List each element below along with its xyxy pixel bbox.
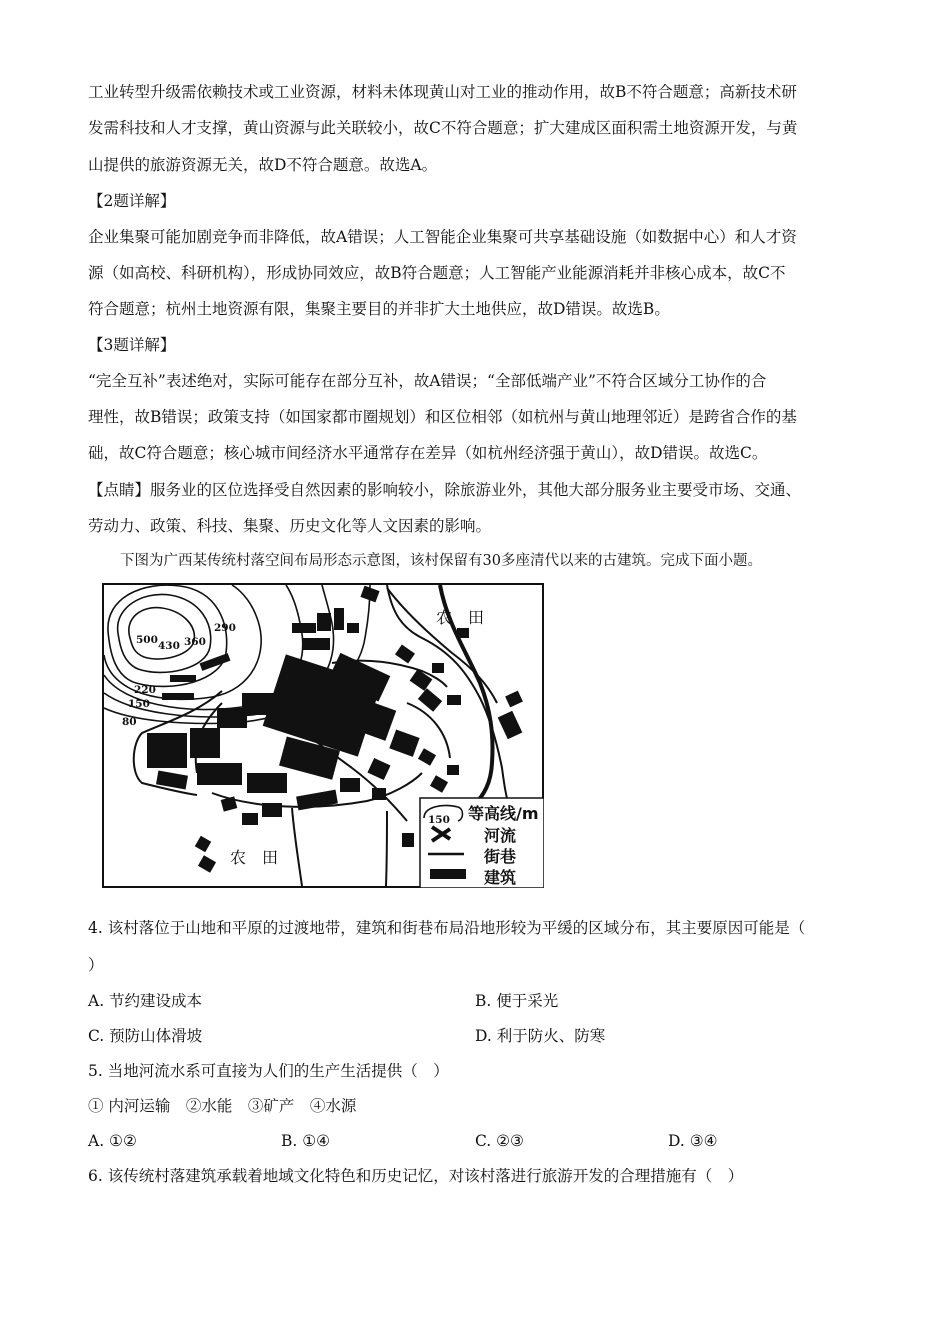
contour-label-290: 290 bbox=[214, 622, 236, 634]
q4-stem-end: ） bbox=[88, 956, 104, 974]
legend-building-label: 建筑 bbox=[484, 868, 517, 887]
q2-line: 企业集聚可能加剧竞争而非降低，故A错误；人工智能企业集聚可共享基础设施（如数据中心）和人才资 bbox=[88, 228, 797, 246]
q5-option-a: A. ①② bbox=[88, 1132, 137, 1150]
q4-option-d: D. 利于防火、防寒 bbox=[475, 1027, 606, 1045]
question-intro: 下图为广西某传统村落空间布局形态示意图，该村保留有30多座清代以来的古建筑。完成下面小题。 bbox=[120, 553, 762, 569]
legend-contour-label: 等高线/m bbox=[468, 804, 539, 823]
q4-option-a: A. 节约建设成本 bbox=[88, 992, 203, 1010]
q3-line: 础，故C符合题意；核心城市间经济水平通常存在差异（如杭州经济强于黄山），故D错误。故选C。 bbox=[88, 444, 768, 462]
farmland-label-top: 农 田 bbox=[436, 608, 485, 627]
q2-line: 符合题意；杭州土地资源有限，集聚主要目的并非扩大土地供应，故D错误。故选B。 bbox=[88, 300, 670, 318]
q5-option-b: B. ①④ bbox=[281, 1132, 331, 1150]
q2-line: 源（如高校、科研机构），形成协同效应，故B符合题意；人工智能产业能源消耗并非核心成本，故C不 bbox=[88, 264, 786, 282]
legend-street-label: 街巷 bbox=[484, 847, 517, 866]
q5-items: ① 内河运输 ②水能 ③矿产 ④水源 bbox=[88, 1097, 357, 1115]
contour-label-360: 360 bbox=[184, 636, 206, 648]
map-svg bbox=[102, 583, 544, 888]
q4-option-b: B. 便于采光 bbox=[475, 992, 559, 1010]
q3-line: “完全互补”表述绝对，实际可能存在部分互补，故A错误；“全部低端产业”不符合区域分工协作的合 bbox=[88, 372, 767, 390]
q3-heading: 【3题详解】 bbox=[88, 336, 176, 354]
tip-line: 【点睛】服务业的区位选择受自然因素的影响较小，除旅游业外，其他大部分服务业主要受市场、交通、 bbox=[88, 481, 802, 499]
q5-option-d: D. ③④ bbox=[668, 1132, 718, 1150]
legend-river-label: 河流 bbox=[484, 826, 517, 845]
analysis-line: 发需科技和人才支撑，黄山资源与此关联较小，故C不符合题意；扩大建成区面积需土地资源开发，与黄 bbox=[88, 119, 798, 137]
q2-heading: 【2题详解】 bbox=[88, 192, 176, 210]
analysis-line: 工业转型升级需依赖技术或工业资源，材料未体现黄山对工业的推动作用，故B不符合题意；高新技术研 bbox=[88, 83, 797, 101]
q5-option-c: C. ②③ bbox=[475, 1132, 524, 1150]
farmland-label-bottom: 农 田 bbox=[230, 848, 279, 867]
contour-label-430: 430 bbox=[158, 640, 180, 652]
contour-label-500: 500 bbox=[136, 634, 158, 646]
q6-stem: 6. 该传统村落建筑承载着地域文化特色和历史记忆，对该村落进行旅游开发的合理措施有（ ） bbox=[88, 1167, 744, 1185]
legend-contour-value: 150 bbox=[428, 814, 450, 826]
contour-label-80: 80 bbox=[122, 716, 137, 728]
q4-option-c: C. 预防山体滑坡 bbox=[88, 1027, 203, 1045]
map-legend bbox=[420, 798, 544, 888]
q3-line: 理性，故B错误；政策支持（如国家都市圈规划）和区位相邻（如杭州与黄山地理邻近）是跨省合作的基 bbox=[88, 408, 797, 426]
legend-building-symbol bbox=[430, 869, 466, 879]
tip-line: 劳动力、政策、科技、集聚、历史文化等人文因素的影响。 bbox=[88, 517, 492, 535]
contour-label-220: 220 bbox=[134, 684, 156, 696]
q5-stem: 5. 当地河流水系可直接为人们的生产生活提供（ ） bbox=[88, 1062, 449, 1080]
contour-label-150: 150 bbox=[128, 698, 150, 710]
village-layout-map bbox=[102, 583, 544, 888]
q4-stem: 4. 该村落位于山地和平原的过渡地带，建筑和街巷布局沿地形较为平缓的区域分布，其主要原因可能是（ bbox=[88, 919, 806, 937]
analysis-line: 山提供的旅游资源无关，故D不符合题意。故选A。 bbox=[88, 156, 438, 174]
